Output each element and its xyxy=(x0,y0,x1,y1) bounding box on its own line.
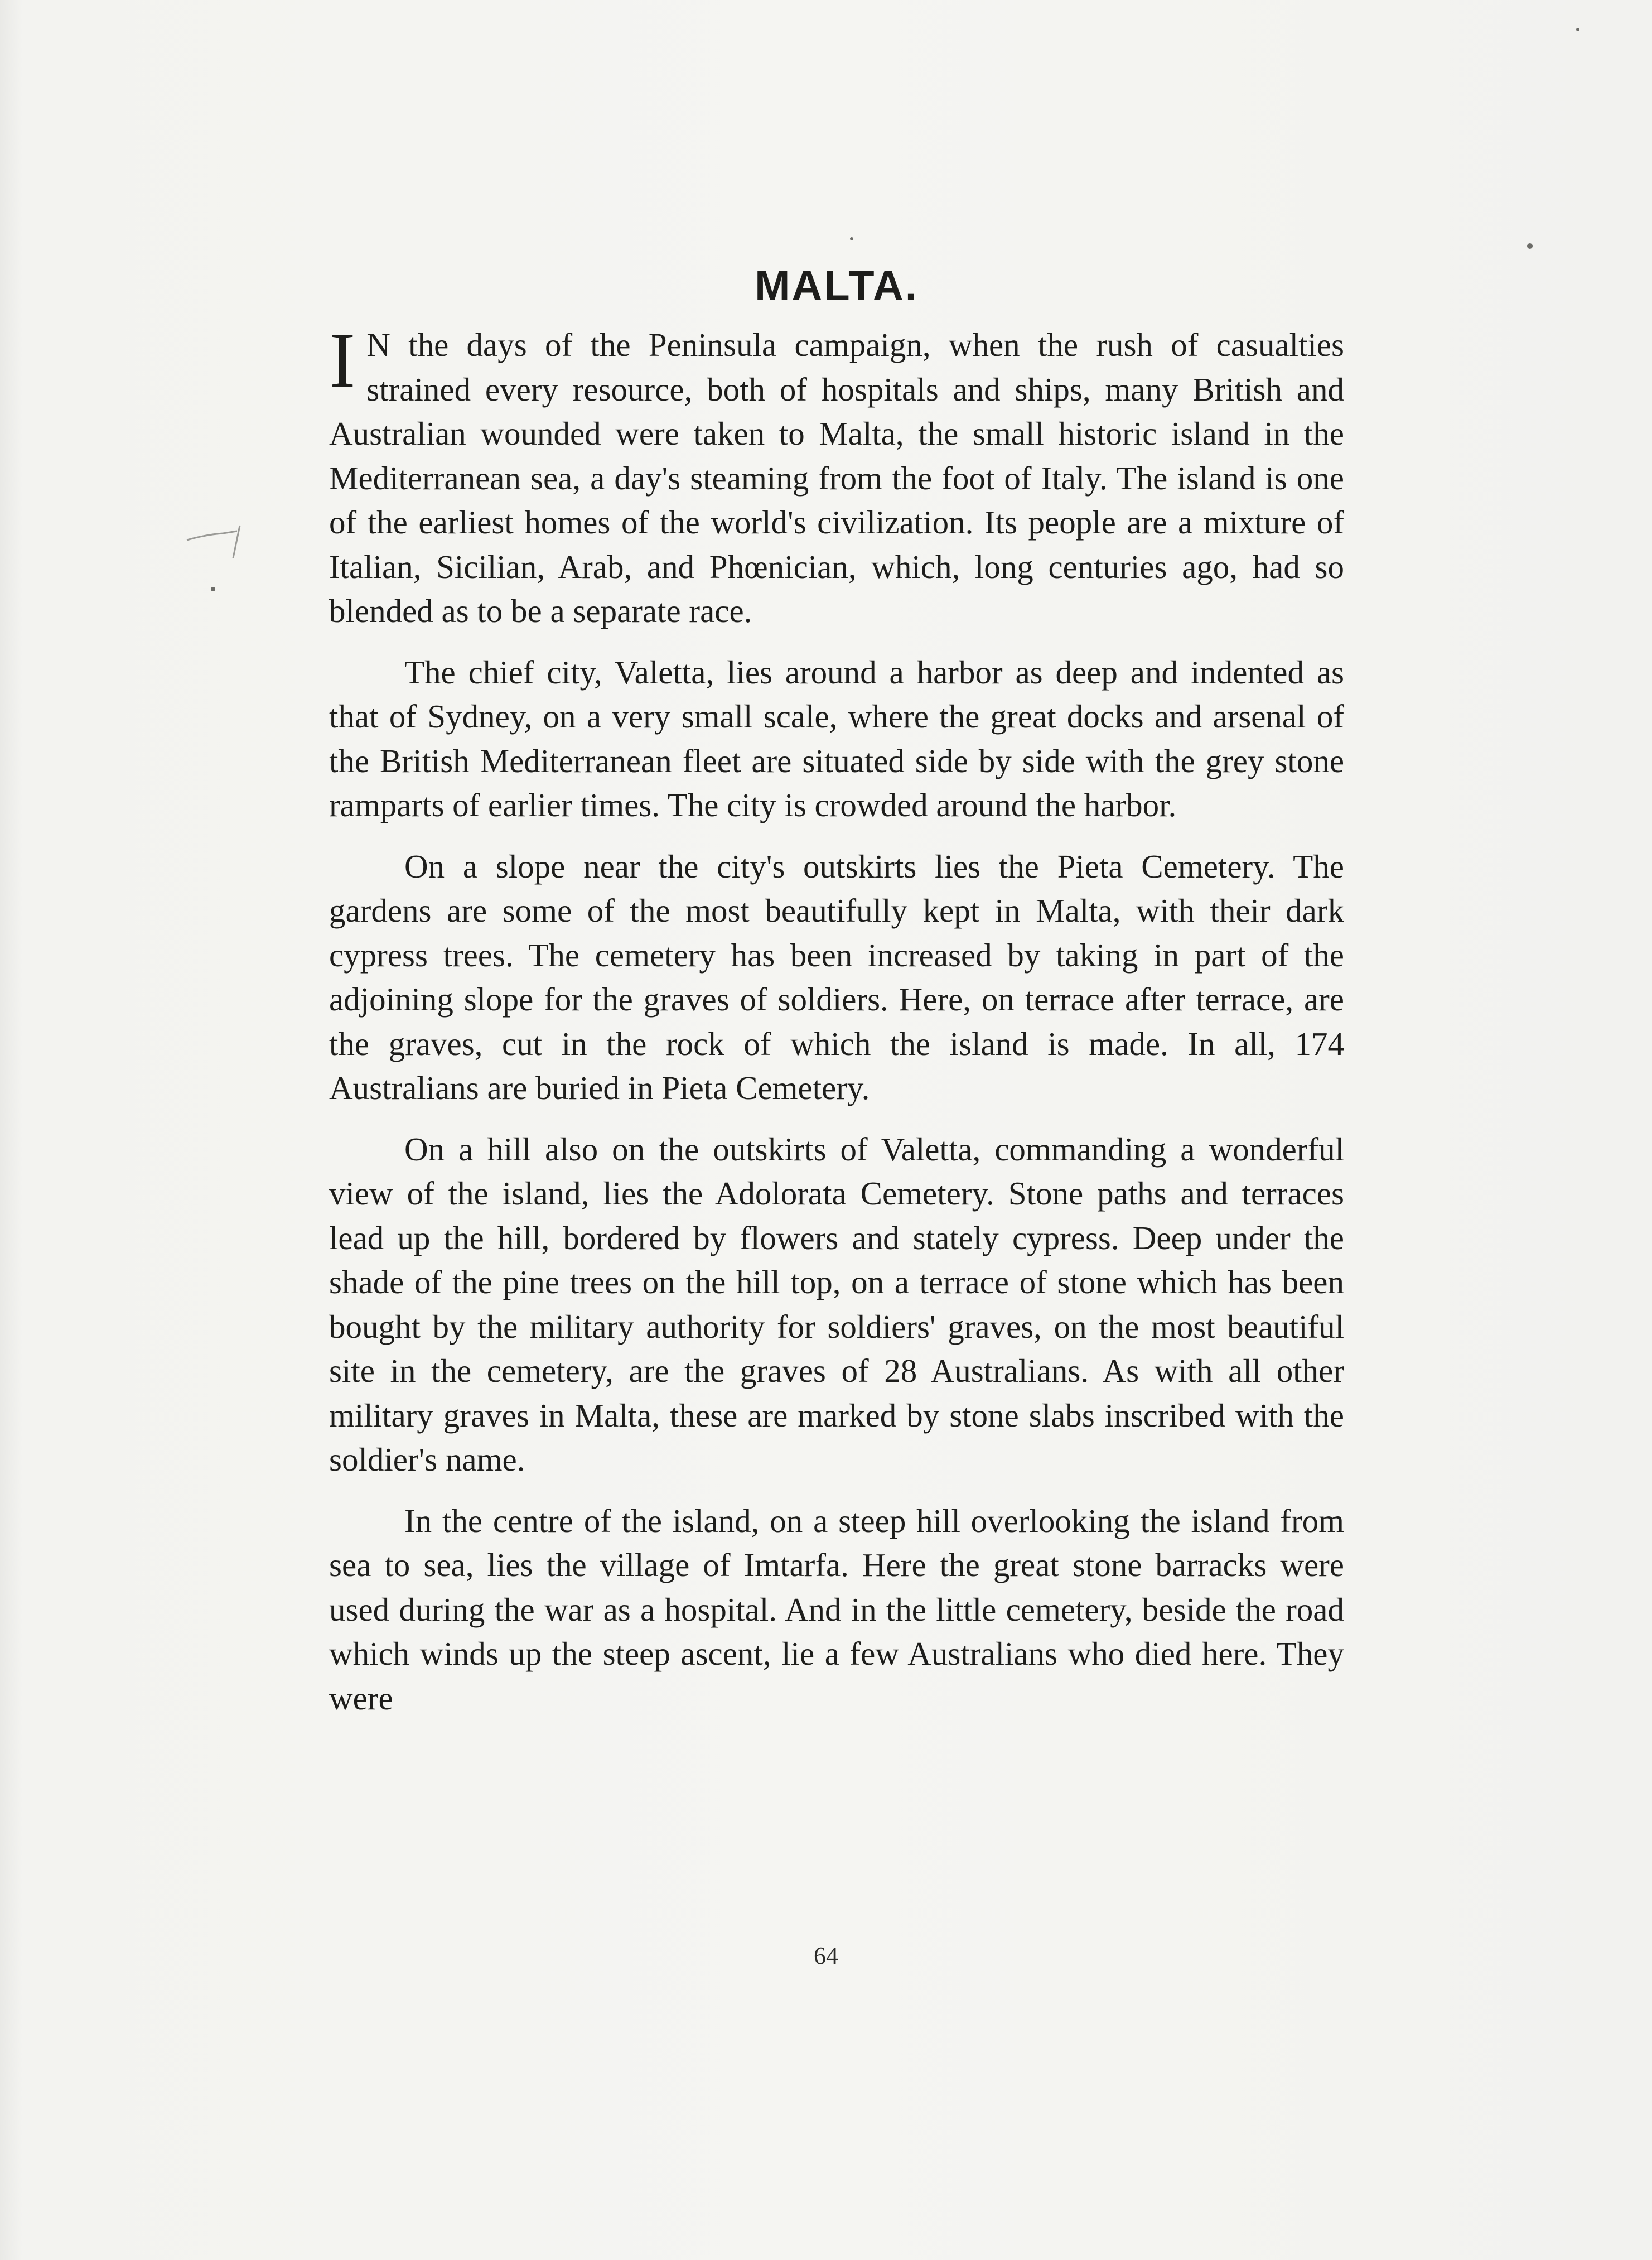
ink-speck xyxy=(1527,243,1533,249)
paragraph-text: N the days of the Peninsula campaign, when the rush of casualties strained every resource, both of hospitals and ships, many British and Australian wounded were taken to Malta, the small historic island in the Mediterranean sea, a day's steaming from the foot of Italy. The island is one of the earliest homes of the world's civilization. Its people are a mixture of Italian, Sicilian, Arab, and Phœnician, which, long centuries ago, had so blended as to be a separate race. xyxy=(329,326,1344,629)
ink-speck xyxy=(211,587,215,591)
ink-speck xyxy=(850,237,853,240)
paragraph-5: In the centre of the island, on a steep hill overlooking the island from sea to sea, lies the village of Imtarfa. Here the great stone barracks were used during the war as a hospital. And in the little cemetery, beside the road which winds up the steep ascent, lie a few Australians who died here. They were xyxy=(329,1502,1344,1717)
paragraph-4: On a hill also on the outskirts of Valetta, commanding a wonderful view of the island, lies the Adolorata Cemetery. Stone paths and terraces lead up the hill, bordered by flowers and stately cypress. Deep under the shade of the pine trees on the hill top, on a terrace of stone which has been bought by the military authority for soldiers' graves, on the most beautiful site in the cemetery, are the graves of 28 Australians. As with all other military graves in Malta, these are marked by stone slabs inscribed with the soldier's name. xyxy=(329,1130,1344,1478)
page-content xyxy=(329,262,1344,1721)
page-title: MALTA. xyxy=(755,262,919,310)
paragraph-2: The chief city, Valetta, lies around a harbor as deep and indented as that of Sydney, on a very small scale, where the great docks and arsenal of the British Mediterranean fleet are situated side by side with the grey stone ramparts of earlier times. The city is crowded around the harbor. xyxy=(329,653,1344,823)
pencil-mark xyxy=(184,519,257,563)
drop-cap: I xyxy=(329,316,356,404)
paragraph-1 xyxy=(329,316,1344,634)
paragraph-3: On a slope near the city's outskirts lies the Pieta Cemetery. The gardens are some of the most beautifully kept in Malta, with their dark cypress trees. The cemetery has been increased by taking in part of the adjoining slope for the graves of soldiers. Here, on terrace after terrace, are the graves, cut in the rock of which the island is made. In all, 174 Australians are buried in Pieta Cemetery. xyxy=(329,847,1344,1106)
ink-speck xyxy=(1576,28,1579,31)
page-number: 64 xyxy=(814,1942,838,1969)
